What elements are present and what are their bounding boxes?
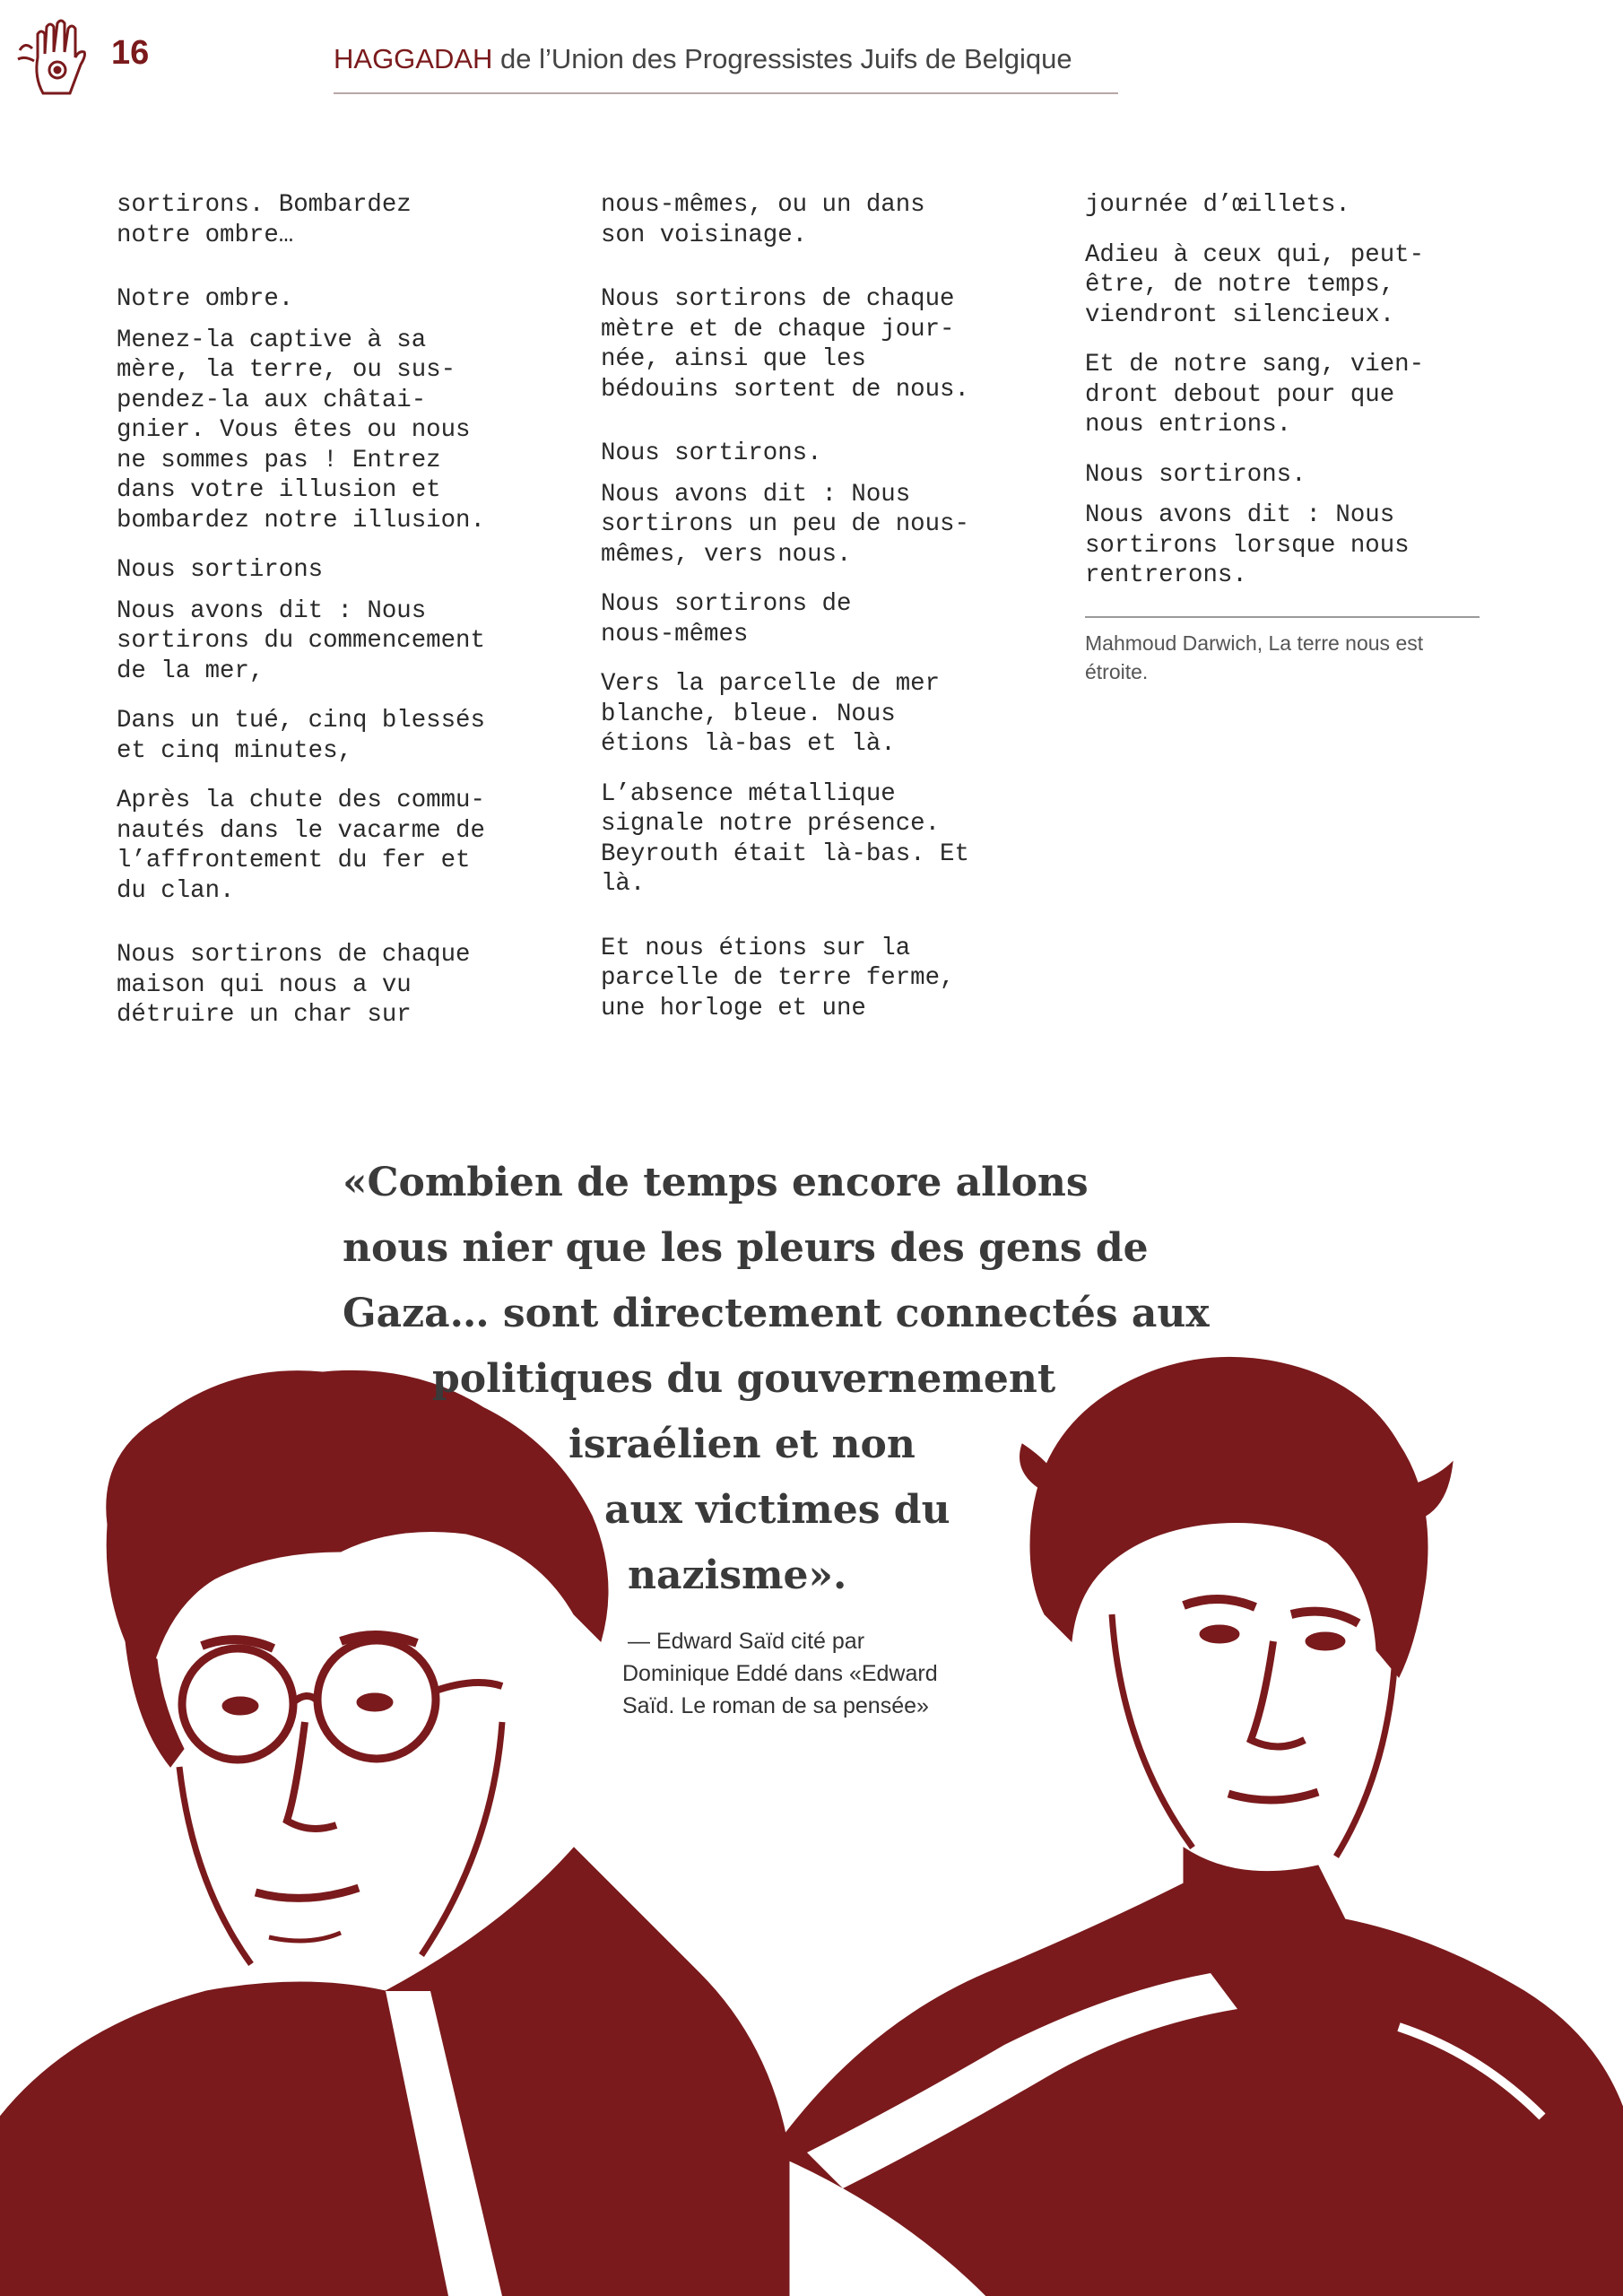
poem-line: sortirons. Bombardez bbox=[117, 191, 412, 219]
poem-attribution: Mahmoud Darwich, La terre nous est étroite. bbox=[1085, 631, 1424, 683]
quote-source-line: Saïd. Le roman de sa pensée» bbox=[622, 1693, 929, 1718]
poem-line: Nous sortirons bbox=[117, 556, 324, 584]
poem-line: Vers la parcelle de mer bbox=[601, 670, 941, 698]
poem-line: mètre et de chaque jour- bbox=[601, 315, 955, 344]
quote-line: «Combien de temps encore allons bbox=[343, 1160, 1089, 1205]
poem-line: dans votre illusion et bbox=[117, 476, 441, 504]
poem-line: bédouins sortent de nous. bbox=[601, 375, 969, 404]
poem-line: signale notre présence. bbox=[601, 810, 941, 838]
poem-line: Beyrouth était là-bas. Et bbox=[601, 839, 969, 868]
poem-line: bombardez notre illusion. bbox=[117, 506, 485, 535]
header-divider bbox=[334, 92, 1118, 94]
poem-line: rentrerons. bbox=[1085, 561, 1247, 589]
poem-column-3 bbox=[1085, 190, 1506, 686]
poem-line: là. bbox=[601, 870, 646, 898]
quote-source-line: — Edward Saïd cité par bbox=[628, 1629, 865, 1654]
poem-line: Dans un tué, cinq blessés bbox=[117, 707, 485, 735]
poem-line: Nous avons dit : Nous bbox=[117, 596, 427, 625]
quote-line: nous nier que les pleurs des gens de bbox=[343, 1225, 1149, 1271]
poem-line: Nous sortirons. bbox=[1085, 460, 1306, 489]
poem-line: notre ombre… bbox=[117, 221, 294, 249]
poem-line: nous-mêmes, ou un dans bbox=[601, 191, 925, 219]
poem-line: sortirons du commencement bbox=[117, 627, 485, 655]
quote-line: Gaza… sont directement connectés aux bbox=[343, 1291, 1210, 1336]
poem-line: Nous sortirons de bbox=[601, 590, 852, 618]
poem-line: dront debout pour que bbox=[1085, 380, 1395, 409]
poem-line: Notre ombre. bbox=[117, 285, 294, 313]
poem-line: parcelle de terre ferme, bbox=[601, 964, 955, 992]
poem-line: nautés dans le vacarme de bbox=[117, 816, 485, 845]
poem-line: ne sommes pas ! Entrez bbox=[117, 446, 441, 474]
running-title bbox=[334, 43, 1072, 75]
attribution-divider bbox=[1085, 616, 1480, 618]
poem-line: maison qui nous a vu bbox=[117, 970, 412, 999]
poem-line: détruire un char sur bbox=[117, 1001, 412, 1029]
poem-line: mêmes, vers nous. bbox=[601, 540, 852, 569]
poem-line: et cinq minutes, bbox=[117, 736, 352, 765]
poem-line: Et nous étions sur la bbox=[601, 934, 911, 962]
poem-line: gnier. Vous êtes ou nous bbox=[117, 416, 471, 444]
quote-line: politiques du gouvernement bbox=[432, 1356, 1056, 1402]
running-title-accent: HAGGADAH bbox=[334, 43, 493, 74]
poem-line: Et de notre sang, vien- bbox=[1085, 351, 1425, 378]
poem-line: mère, la terre, ou sus- bbox=[117, 356, 456, 384]
poem-line: journée d’œillets. bbox=[1085, 191, 1350, 219]
quote-source bbox=[622, 1625, 1040, 1722]
page-number: 16 bbox=[111, 34, 150, 72]
poem-line: Adieu à ceux qui, peut- bbox=[1085, 240, 1425, 269]
poem-line: être, de notre temps, bbox=[1085, 271, 1395, 299]
poem-line: viendront silencieux. bbox=[1085, 300, 1395, 329]
poem-line: sortirons un peu de nous- bbox=[601, 510, 969, 538]
hamsa-icon bbox=[16, 14, 97, 104]
poem-line: Nous sortirons de chaque bbox=[601, 285, 955, 313]
poem-line: nous-mêmes bbox=[601, 620, 749, 648]
poem-line: Nous avons dit : Nous bbox=[1085, 501, 1395, 529]
quote-line: aux victimes du bbox=[604, 1487, 950, 1533]
running-title-rest: de l’Union des Progressistes Juifs de Belgique bbox=[492, 43, 1072, 74]
poem-column-1 bbox=[117, 190, 538, 1031]
poem-line: L’absence métallique bbox=[601, 779, 896, 808]
poem-line: blanche, bleue. Nous bbox=[601, 700, 896, 728]
poem-line: Nous sortirons. bbox=[601, 439, 822, 467]
poem-line: Menez-la captive à sa bbox=[117, 326, 427, 354]
poem-line: une horloge et une bbox=[601, 994, 866, 1022]
quote-line: nazisme». bbox=[628, 1552, 847, 1598]
poem-line: du clan. bbox=[117, 876, 235, 905]
poem-line: nous entrions. bbox=[1085, 411, 1292, 439]
poem-line: née, ainsi que les bbox=[601, 345, 866, 373]
poem-line: étions là-bas et là. bbox=[601, 730, 896, 758]
poem-line: sortirons lorsque nous bbox=[1085, 531, 1410, 560]
poem-column-2 bbox=[601, 190, 1022, 1023]
poem-line: de la mer, bbox=[117, 657, 265, 685]
quote-line: israélien et non bbox=[568, 1422, 916, 1467]
poem-line: pendez-la aux châtai- bbox=[117, 386, 427, 414]
poem-line: Nous sortirons de chaque bbox=[117, 941, 471, 969]
poem-line: son voisinage. bbox=[601, 221, 808, 249]
quote-source-line: Dominique Eddé dans «Edward bbox=[622, 1661, 938, 1686]
poem-line: Après la chute des commu- bbox=[117, 787, 485, 814]
poem-line: l’affrontement du fer et bbox=[117, 847, 471, 874]
poem-line: Nous avons dit : Nous bbox=[601, 480, 911, 509]
